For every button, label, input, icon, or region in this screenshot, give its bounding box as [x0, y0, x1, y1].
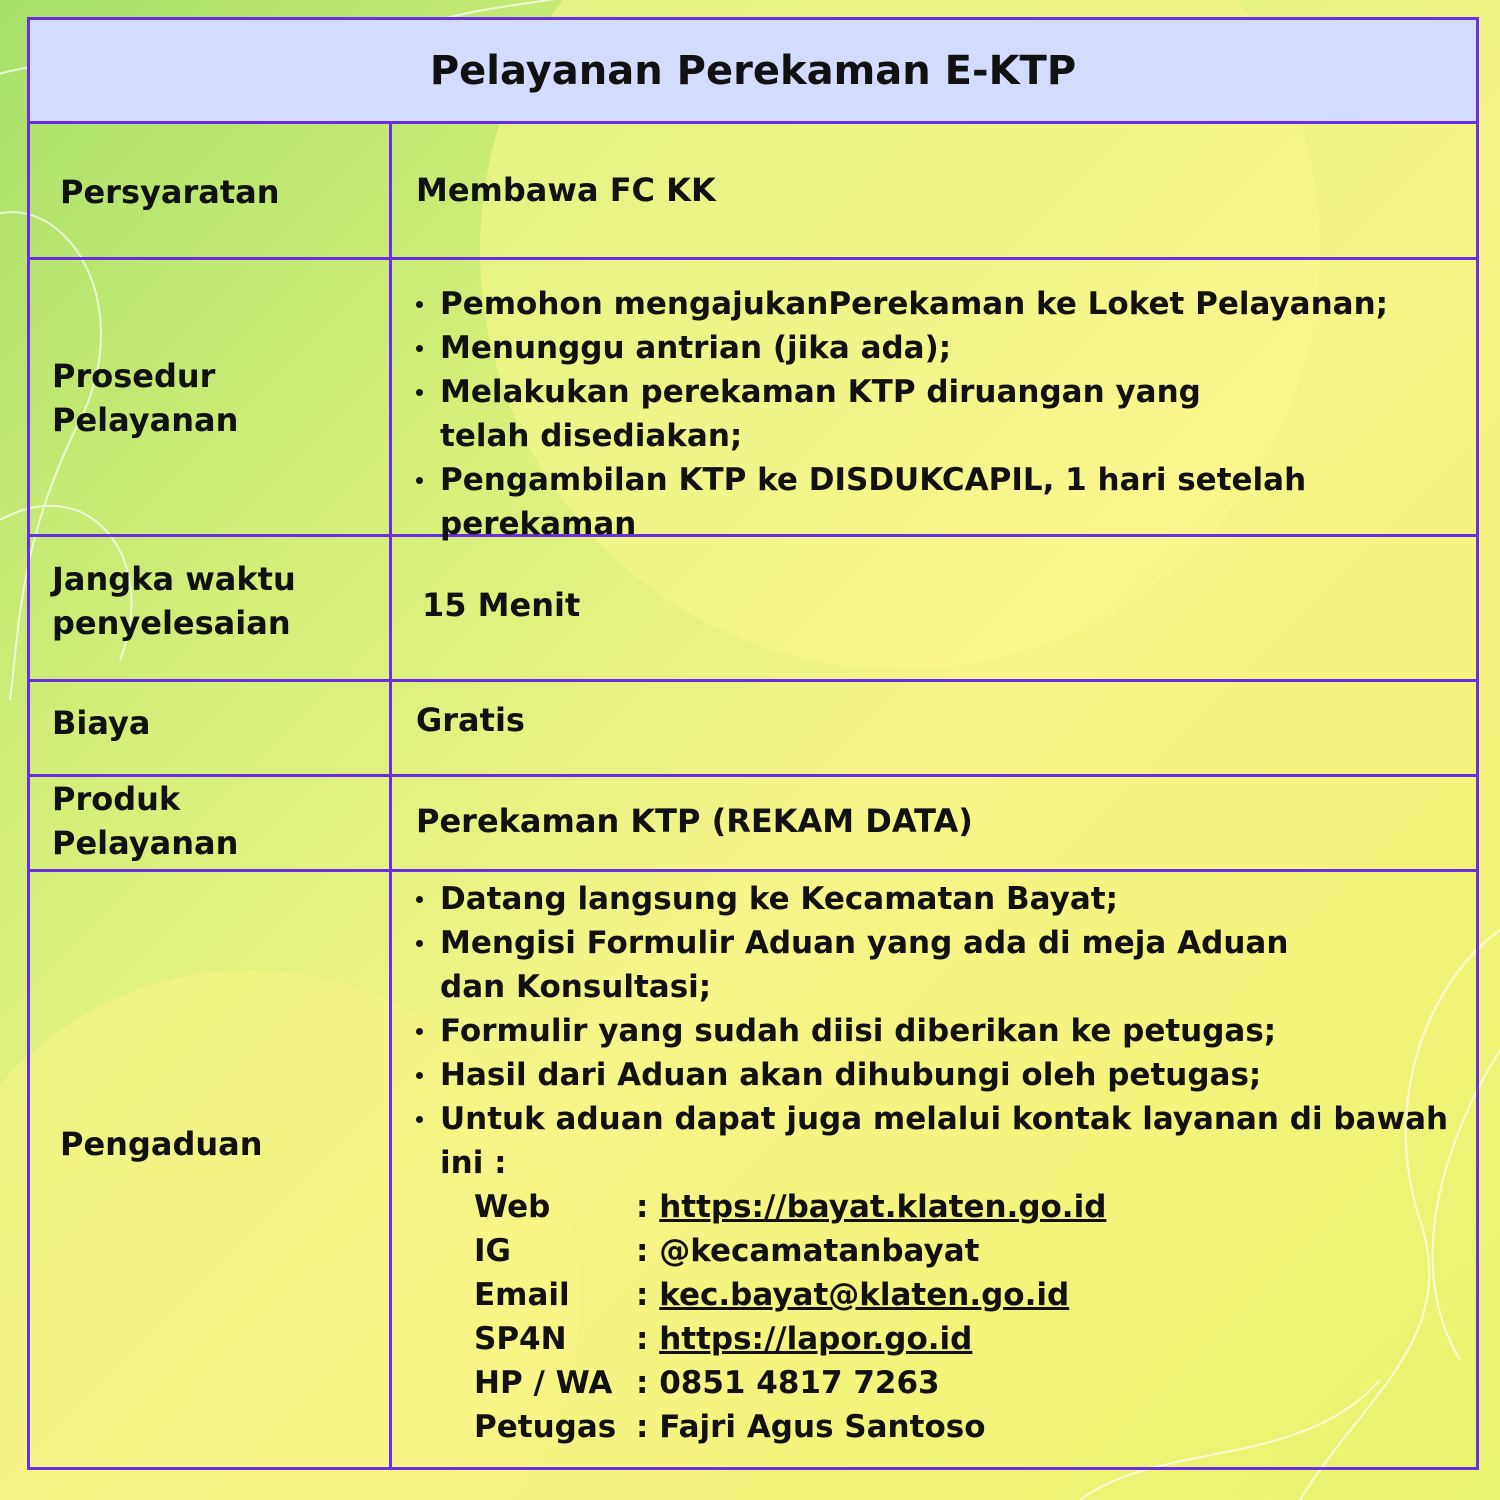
row-label: Biaya [52, 704, 151, 742]
list-item: Untuk aduan dapat juga melalui kontak layanan di bawah ini : [412, 1097, 1450, 1185]
label-cell [30, 260, 392, 534]
contact-row-web [474, 1185, 1106, 1229]
row-label: Produk [52, 780, 181, 818]
sp4n-link[interactable]: https://lapor.go.id [659, 1321, 973, 1357]
label-cell [30, 537, 392, 679]
contact-separator: : [636, 1189, 649, 1225]
officer-name: Fajri Agus Santoso [659, 1409, 986, 1445]
row-prosedur [30, 260, 1476, 542]
phone-number: 0851 4817 7263 [659, 1365, 940, 1401]
row-jangka-waktu [30, 537, 1476, 682]
list-item: Pengambilan KTP ke DISDUKCAPIL, 1 hari setelah perekaman [412, 458, 1464, 546]
value-cell [392, 124, 1476, 257]
row-value: 15 Menit [422, 586, 581, 624]
row-produk [30, 777, 1476, 872]
complaint-list [412, 877, 1464, 1185]
list-item: Datang langsung ke Kecamatan Bayat; [412, 877, 1464, 921]
contact-key: HP / WA [474, 1365, 613, 1401]
list-item: Formulir yang sudah diisi diberikan ke petugas; [412, 1009, 1464, 1053]
row-value: Perekaman KTP (REKAM DATA) [416, 802, 973, 840]
contact-key: Petugas [474, 1409, 617, 1445]
row-label: Pengaduan [60, 1125, 263, 1163]
list-item: Hasil dari Aduan akan dihubungi oleh petugas; [412, 1053, 1464, 1097]
list-item: Melakukan perekaman KTP diruangan yang telah disediakan; [412, 370, 1300, 458]
label-cell [30, 872, 392, 1467]
page-title: Pelayanan Perekaman E-KTP [30, 20, 1476, 124]
contact-key: IG [474, 1233, 511, 1269]
row-value: Membawa FC KK [416, 171, 716, 209]
contact-separator: : [636, 1277, 649, 1313]
procedure-list [412, 282, 1464, 546]
row-label: Pelayanan [52, 824, 239, 862]
contact-separator: : [636, 1365, 649, 1401]
list-item: Menunggu antrian (jika ada); [412, 326, 1464, 370]
label-cell [30, 682, 392, 774]
web-link[interactable]: https://bayat.klaten.go.id [659, 1189, 1107, 1225]
value-cell [392, 777, 1476, 869]
row-label: penyelesaian [52, 604, 291, 642]
row-pengaduan [30, 872, 1476, 1467]
list-item: Mengisi Formulir Aduan yang ada di meja Aduan dan Konsultasi; [412, 921, 1360, 1009]
label-cell [30, 124, 392, 257]
row-label: Jangka waktu [52, 560, 296, 598]
contact-separator: : [636, 1409, 649, 1445]
instagram-handle: @kecamatanbayat [659, 1233, 980, 1269]
contact-row-petugas [474, 1405, 1106, 1449]
row-label: Persyaratan [60, 173, 280, 211]
contact-key: Email [474, 1277, 570, 1313]
contact-row-ig [474, 1229, 1106, 1273]
contact-list [474, 1185, 1106, 1449]
contact-separator: : [636, 1321, 649, 1357]
contact-row-email [474, 1273, 1106, 1317]
contact-key: SP4N [474, 1321, 567, 1357]
row-persyaratan [30, 124, 1476, 260]
value-cell [392, 682, 1476, 774]
row-biaya [30, 682, 1476, 777]
value-cell [392, 260, 1476, 542]
row-label: Prosedur [52, 357, 216, 395]
email-link[interactable]: kec.bayat@klaten.go.id [659, 1277, 1070, 1313]
contact-key: Web [474, 1189, 551, 1225]
label-cell [30, 777, 392, 869]
row-value: Gratis [416, 701, 525, 739]
row-label: Pelayanan [52, 401, 239, 439]
list-item: Pemohon mengajukanPerekaman ke Loket Pelayanan; [412, 282, 1464, 326]
value-cell [392, 872, 1476, 1467]
value-cell [392, 537, 1476, 679]
service-info-card [27, 17, 1479, 1470]
contact-row-phone [474, 1361, 1106, 1405]
contact-row-sp4n [474, 1317, 1106, 1361]
contact-separator: : [636, 1233, 649, 1269]
